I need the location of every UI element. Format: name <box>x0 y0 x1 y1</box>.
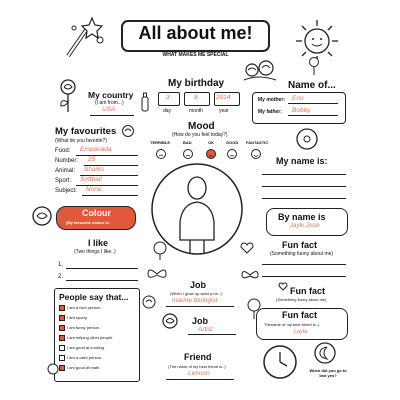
friend-value: Lennon <box>188 370 210 377</box>
mother-line <box>288 103 338 104</box>
magic-wand-icon <box>62 16 107 61</box>
mother-value: Erin <box>292 95 304 102</box>
job-1-prompt: (When I grow up want a be...) <box>170 291 223 296</box>
people-say-item-label: I am a calm person. <box>67 355 103 361</box>
fav-subject-line <box>82 195 138 196</box>
fun-fact-1-line-1 <box>262 264 346 265</box>
friend-prompt: (The name of my best friend is..) <box>168 364 226 369</box>
fav-sport-value: Softball <box>80 176 102 183</box>
fav-food-label: Food: <box>55 148 71 154</box>
ok-face-icon <box>207 150 216 159</box>
country-value: USA <box>102 106 116 113</box>
moon-icon <box>314 342 336 364</box>
job-2-heading: Job <box>192 316 209 326</box>
checkbox-unchecked[interactable] <box>59 345 65 351</box>
fav-animal-value: Sharks <box>84 166 105 173</box>
people-say-heading: People say that... <box>59 292 129 302</box>
butterfly-icon <box>240 268 260 282</box>
checkbox-checked[interactable] <box>59 335 65 341</box>
checkbox-checked[interactable] <box>59 325 65 331</box>
father-label: My father: <box>258 109 282 115</box>
birthday-month-value: 8 <box>194 94 198 101</box>
by-name-is-value: Jayle Josie <box>290 223 320 229</box>
friend-heading: Friend <box>184 352 212 362</box>
people-say-item[interactable] <box>59 305 102 311</box>
mood-option-good[interactable]: GOOD <box>226 140 239 145</box>
my-name-is-heading: My name is: <box>276 156 328 166</box>
people-say-item-label: I am good at math. <box>67 365 101 371</box>
rose-icon <box>140 294 158 310</box>
people-say-item[interactable] <box>59 365 100 371</box>
rose-icon <box>46 362 60 376</box>
fun-fact-3-prompt: Thename of my best friend is..) <box>264 322 320 327</box>
i-like-item-2: 2. <box>58 274 64 280</box>
mother-label: My mother: <box>258 97 285 103</box>
mood-option-terrible[interactable]: TERRIBLE <box>150 140 170 145</box>
job-2-line <box>188 334 236 335</box>
checkbox-unchecked[interactable] <box>59 355 65 361</box>
job-1-value: marine biologist <box>172 297 218 304</box>
flower-icon <box>150 240 170 260</box>
birthday-year-value: 2014 <box>216 94 231 101</box>
friend-line <box>166 379 234 380</box>
birthday-year-label: year <box>219 108 229 114</box>
i-like-line-1 <box>66 268 138 269</box>
people-say-item[interactable] <box>59 325 100 331</box>
rose-icon <box>28 202 56 230</box>
job-1-line <box>166 306 234 307</box>
birthday-heading: My birthday <box>168 78 225 89</box>
fav-food-value: Empanada <box>80 146 112 153</box>
fun-fact-1-heading: Fun fact <box>282 240 317 250</box>
my-name-line-3 <box>262 198 346 199</box>
people-say-item[interactable] <box>59 345 105 351</box>
country-heading: My country <box>88 90 134 100</box>
fav-number-label: Number: <box>55 158 79 164</box>
name-of-heading: Name of... <box>288 80 336 91</box>
fantastic-face-icon <box>252 150 261 159</box>
mood-option-bad[interactable]: BAD <box>183 140 192 145</box>
bottle-icon <box>140 92 150 112</box>
father-value: Bobby <box>292 107 311 114</box>
country-line <box>90 115 134 116</box>
colour-prompt: (My favourite colour is. <box>66 220 110 225</box>
people-say-item[interactable] <box>59 335 113 341</box>
mood-faces <box>150 148 270 162</box>
fav-number-value: 25 <box>88 156 96 163</box>
flowers-icon <box>242 58 278 88</box>
fav-subject-label: Subject: <box>55 188 77 194</box>
people-say-item-label: I am funny person. <box>67 325 101 331</box>
good-face-icon <box>228 150 237 159</box>
checkbox-checked[interactable] <box>59 305 65 311</box>
rose-icon <box>306 56 322 76</box>
people-say-item-label: I am a nice person.. <box>67 305 103 311</box>
butterfly-icon <box>146 266 168 282</box>
mood-option-fantastic[interactable]: FANTASTIC <box>246 140 269 145</box>
birthday-day-label: day <box>163 108 172 114</box>
fun-fact-2-heading: Fun fact <box>290 286 325 296</box>
job-2-value: Artist <box>198 326 213 333</box>
favourites-prompt: (What do you favorite?) <box>55 138 107 144</box>
record-icon <box>296 128 318 150</box>
people-say-item-label: I am sporty. <box>67 315 88 321</box>
people-say-item[interactable] <box>59 355 102 361</box>
people-say-item-label: I am helping other people. <box>67 335 114 341</box>
fav-subject-value: None <box>86 186 102 193</box>
i-like-prompt: (Two things I like..) <box>74 249 116 255</box>
fav-sport-label: Sport: <box>55 178 72 184</box>
fun-fact-1-line-2 <box>262 276 346 277</box>
i-like-item-1: 1. <box>58 262 64 268</box>
mood-heading: Mood <box>188 121 215 132</box>
rose-icon <box>160 312 180 332</box>
page-subtitle: WHAT MAKES ME SPECIAL <box>162 52 229 58</box>
father-line <box>288 115 338 116</box>
my-name-line-1 <box>262 174 346 175</box>
fun-fact-2-prompt: (Something funny about me) <box>276 297 327 302</box>
country-prompt: (I am from...) <box>95 100 124 106</box>
fun-fact-1-prompt: (Something funny about me) <box>270 251 334 257</box>
birthday-day-value: 3 <box>166 94 170 101</box>
i-like-heading: I like <box>88 238 109 248</box>
fun-fact-3-heading: Fun fact <box>282 310 317 320</box>
mood-option-ok[interactable]: OK <box>208 140 214 145</box>
favourites-heading: My favourites <box>55 126 117 137</box>
heart-icon <box>278 282 288 291</box>
birthday-month-label: month <box>189 108 203 114</box>
fun-fact-3-value: Layla <box>294 329 308 335</box>
job-1-heading: Job <box>190 280 207 290</box>
rose-icon <box>56 78 82 114</box>
heart-icon <box>240 242 254 254</box>
my-name-line-2 <box>262 186 346 187</box>
mood-prompt: (How do you feel today?) <box>172 132 228 138</box>
checkbox-checked[interactable] <box>59 315 65 321</box>
bedtime-prompt: When did you go to bed yes? <box>309 368 347 378</box>
fav-food-line <box>76 155 138 156</box>
people-say-item[interactable] <box>59 315 88 321</box>
colour-heading: Colour <box>82 208 111 218</box>
clock-icon <box>262 344 298 380</box>
people-say-item-label: I am good at cooking. <box>67 345 106 351</box>
fav-animal-label: Animal: <box>55 168 76 174</box>
rose-icon <box>120 124 136 138</box>
i-like-line-2 <box>66 280 138 281</box>
by-name-is-heading: By name is <box>278 212 326 222</box>
page-title: All about me! <box>138 23 253 43</box>
bad-face-icon <box>184 150 193 159</box>
terrible-face-icon <box>157 150 166 159</box>
